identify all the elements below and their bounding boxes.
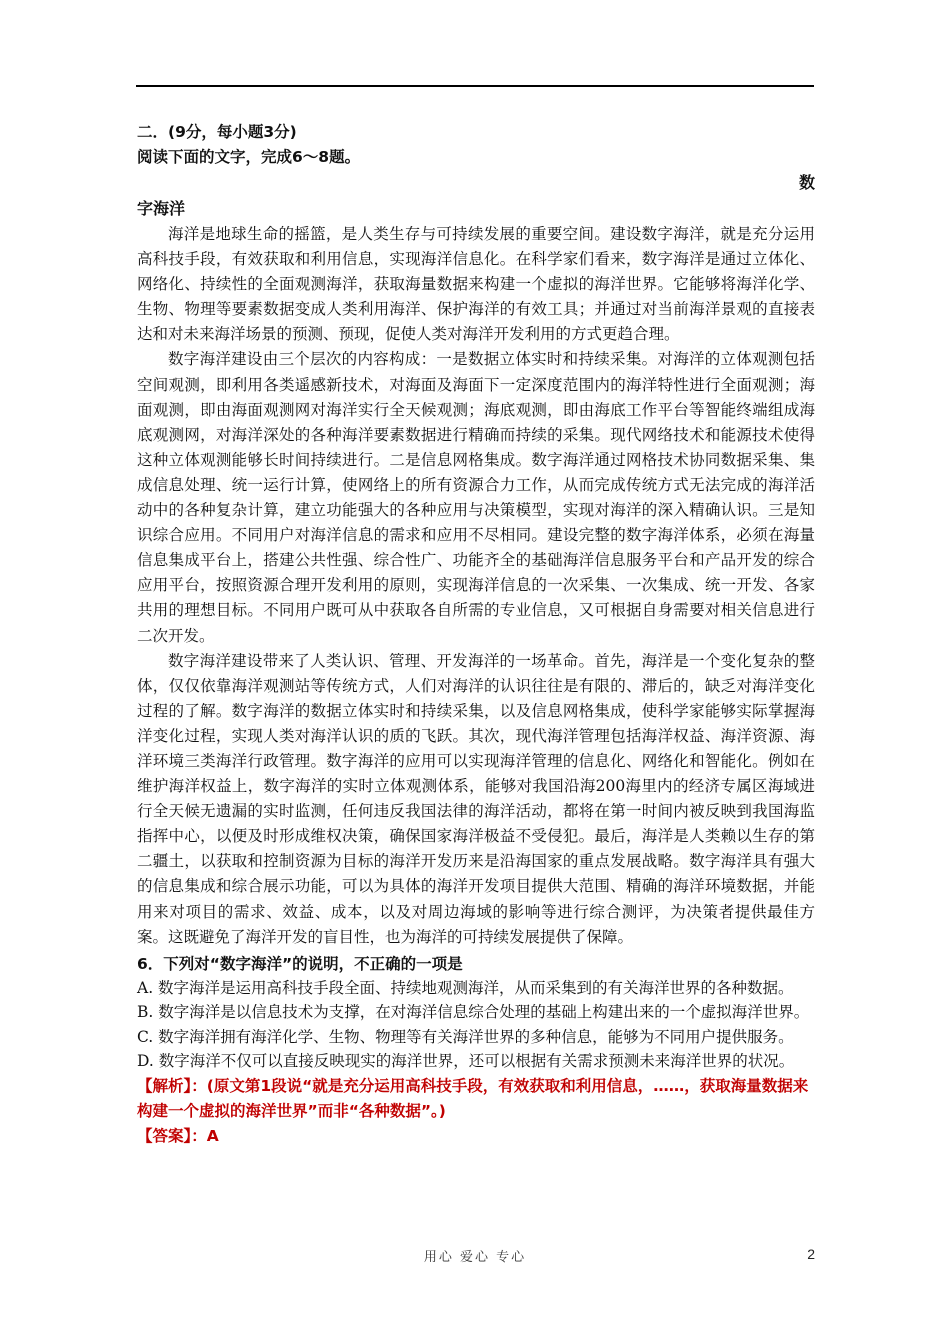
question-stem: 6．下列对“数字海洋”的说明，不正确的一项是 (137, 954, 463, 973)
page-number: 2 (807, 1246, 815, 1262)
article-paragraph-1: 海洋是地球生命的摇篮，是人类生存与可持续发展的重要空间。建设数字海洋，就是充分运用高科技手段，有效获取和利用信息，实现海洋信息化。在科学家们看来，数字海洋是通过立体化、网络化、持续性的全面观测海洋，获取海量数据来构建一个虚拟的海洋世界。它能够将海洋化学、生物、物理等要素数据变成人类利用海洋、保护海洋的有效工具；并通过对当前海洋景观的直接表达和对未来海洋场景的预测、预现，促使人类对海洋开发利用的方式更趋合理。 (137, 225, 815, 344)
header-rule (136, 85, 814, 87)
page-footer (0, 1246, 950, 1266)
article-paragraph-3: 数字海洋建设带来了人类认识、管理、开发海洋的一场革命。首先，海洋是一个变化复杂的整体，仅仅依靠海洋观测站等传统方式，人们对海洋的认识往往是有限的、滞后的，缺乏对海洋变化过程的了解。数字海洋的数据立体实时和持续采集，以及信息网格集成，使科学家能够实际掌握海洋变化过程，实现人类对海洋认识的质的飞跃。其次，现代海洋管理包括海洋权益、海洋资源、海洋环境三类海洋行政管理。数字海洋的应用可以实现海洋管理的信息化、网络化和智能化。例如在维护海洋权益上，数字海洋的实时立体观测体系，能够对我国沿海200海里内的经济专属区海域进行全天候无遗漏的实时监测，任何违反我国法律的海洋活动，都将在第一时间内被反映到我国海监指挥中心，以便及时形成维权决策，确保国家海洋极益不受侵犯。最后，海洋是人类赖以生存的第二疆土，以获取和控制资源为目标的海洋开发历来是沿海国家的重点发展战略。数字海洋具有强大的信息集成和综合展示功能，可以为具体的海洋开发项目提供大范围、精确的海洋环境数据，并能用来对项目的需求、效益、成本，以及对周边海域的影响等进行综合测评，为决策者提供最佳方案。这既避免了海洋开发的盲目性，也为海洋的可持续发展提供了保障。 (137, 651, 815, 946)
option-d: D. 数字海洋不仅可以直接反映现实的海洋世界，还可以根据有关需求预测未来海洋世界的状况。 (137, 1052, 795, 1071)
footer-text: 用心 爱心 专心 (423, 1250, 527, 1265)
article-paragraph-2: 数字海洋建设由三个层次的内容构成：一是数据立体实时和持续采集。对海洋的立体观测包括空间观测，即利用各类遥感新技术，对海面及海面下一定深度范围内的海洋特性进行全面观测；海面观测，即由海面观测网对海洋实行全天候观测；海底观测，即由海底工作平台等智能终端组成海底观测网，对海洋深处的各种海洋要素数据进行精确而持续的采集。现代网络技术和能源技术使得这种立体观测能够长时间持续进行。二是信息网格集成。数字海洋通过网格技术协同数据采集、集成信息处理、统一运行计算，使网络上的所有资源合力工作，从而完成传统方式无法完成的海洋活动中的各种复杂计算，建立功能强大的各种应用与决策模型，实现对海洋的深入精确认识。三是知识综合应用。不同用户对海洋信息的需求和应用不尽相同。建设完整的数字海洋体系，必须在海量信息集成平台上，搭建公共性强、综合性广、功能齐全的基础海洋信息服务平台和产品开发的综合应用平台，按照资源合理开发利用的原则，实现海洋信息的一次采集、一次集成、统一开发、各家共用的理想目标。不同用户既可从中获取各自所需的专业信息，又可根据自身需要对相关信息进行二次开发。 (137, 350, 815, 645)
article-title-part2: 字海洋 (137, 199, 186, 218)
answer-text: 【答案】：A (137, 1126, 219, 1145)
section-instruction: 阅读下面的文字，完成6～8题。 (137, 148, 361, 166)
page-content (137, 120, 815, 1149)
article-title-part1: 数 (798, 173, 815, 192)
section-heading: 二．(9分，每小题3分) (137, 123, 297, 141)
option-b: B. 数字海洋是以信息技术为支撑，在对海洋信息综合处理的基础上构建出来的一个虚拟海洋世界。 (137, 1003, 810, 1022)
option-c: C. 数字海洋拥有海洋化学、生物、物理等有关海洋世界的多种信息，能够为不同用户提供服务。 (137, 1027, 794, 1046)
option-a: A. 数字海洋是运用高科技手段全面、持续地观测海洋，从而采集到的有关海洋世界的各种数据。 (137, 978, 794, 997)
analysis-text: 【解析】：(原文第1段说“就是充分运用高科技手段，有效获取和利用信息，……，获取海量数据来构建一个虚拟的海洋世界”而非“各种数据”。) (137, 1076, 809, 1120)
